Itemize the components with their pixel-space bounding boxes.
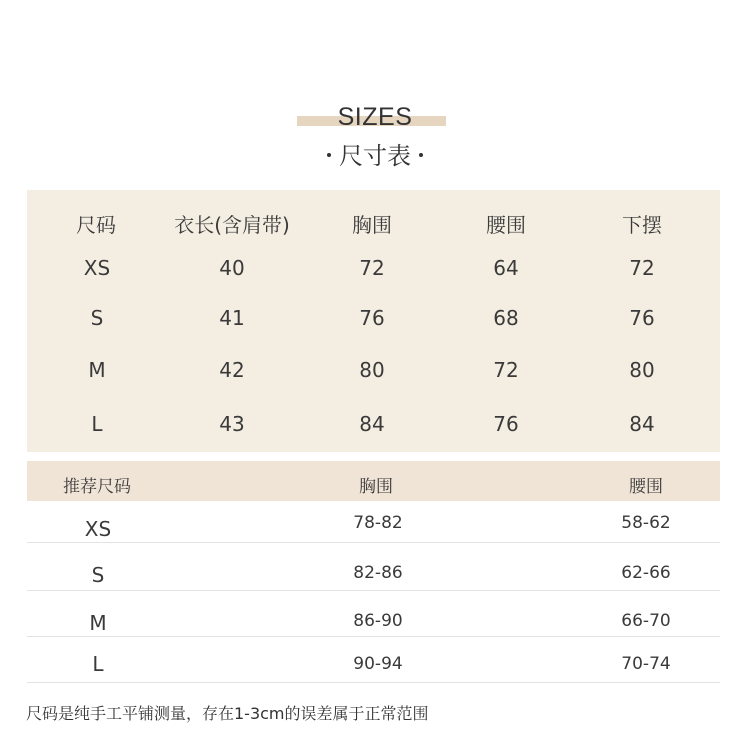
recommend-cell: 62-66 — [621, 563, 671, 583]
size-cell: M — [88, 358, 106, 382]
size-cell: 76 — [359, 306, 385, 330]
recommend-cell: 90-94 — [353, 654, 403, 674]
dot-right-icon — [419, 153, 423, 157]
size-cell: 76 — [629, 306, 655, 330]
recommend-cell: XS — [84, 517, 112, 541]
size-cell: 72 — [493, 358, 519, 382]
size-cell: 72 — [629, 256, 655, 280]
size-header-cell: 腰围 — [486, 213, 526, 237]
recommend-header-cell: 胸围 — [359, 477, 393, 497]
recommend-cell: 70-74 — [621, 654, 671, 674]
recommend-cell: 66-70 — [621, 611, 671, 631]
size-cell: 80 — [359, 358, 385, 382]
title-english: SIZES — [337, 103, 413, 131]
size-header-cell: 尺码 — [76, 213, 116, 237]
title-block — [0, 100, 750, 170]
title-chinese — [0, 136, 750, 171]
recommend-cell: 82-86 — [353, 563, 403, 583]
size-cell: 84 — [359, 412, 385, 436]
size-header-cell: 下摆 — [622, 213, 662, 237]
size-cell: 72 — [359, 256, 385, 280]
size-cell: S — [90, 306, 104, 330]
size-cell: 42 — [219, 358, 245, 382]
recommend-cell: L — [92, 652, 104, 676]
recommend-cell: 86-90 — [353, 611, 403, 631]
size-cell: 40 — [219, 256, 245, 280]
size-header-cell: 胸围 — [352, 213, 392, 237]
row-divider — [27, 636, 720, 637]
size-cell: 64 — [493, 256, 519, 280]
size-header-cell: 衣长(含肩带) — [174, 213, 290, 237]
recommend-cell: S — [91, 563, 105, 587]
row-divider — [27, 590, 720, 591]
measurement-footnote: 尺码是纯手工平铺测量，存在1-3cm的误差属于正常范围 — [26, 704, 429, 723]
row-divider — [27, 542, 720, 543]
row-divider — [27, 682, 720, 683]
recommend-cell: 78-82 — [353, 513, 403, 533]
dot-left-icon — [327, 153, 331, 157]
size-cell: 41 — [219, 306, 245, 330]
size-table — [27, 190, 720, 452]
recommend-header-cell: 推荐尺码 — [63, 477, 131, 497]
size-cell: L — [91, 412, 103, 436]
size-cell: 80 — [629, 358, 655, 382]
size-cell: 68 — [493, 306, 519, 330]
size-cell: 84 — [629, 412, 655, 436]
title-chinese-text: 尺寸表 — [339, 142, 411, 170]
size-cell: XS — [83, 256, 111, 280]
size-cell: 76 — [493, 412, 519, 436]
recommend-header-cell: 腰围 — [629, 477, 663, 497]
recommend-cell: 58-62 — [621, 513, 671, 533]
recommend-cell: M — [89, 611, 107, 635]
size-cell: 43 — [219, 412, 245, 436]
